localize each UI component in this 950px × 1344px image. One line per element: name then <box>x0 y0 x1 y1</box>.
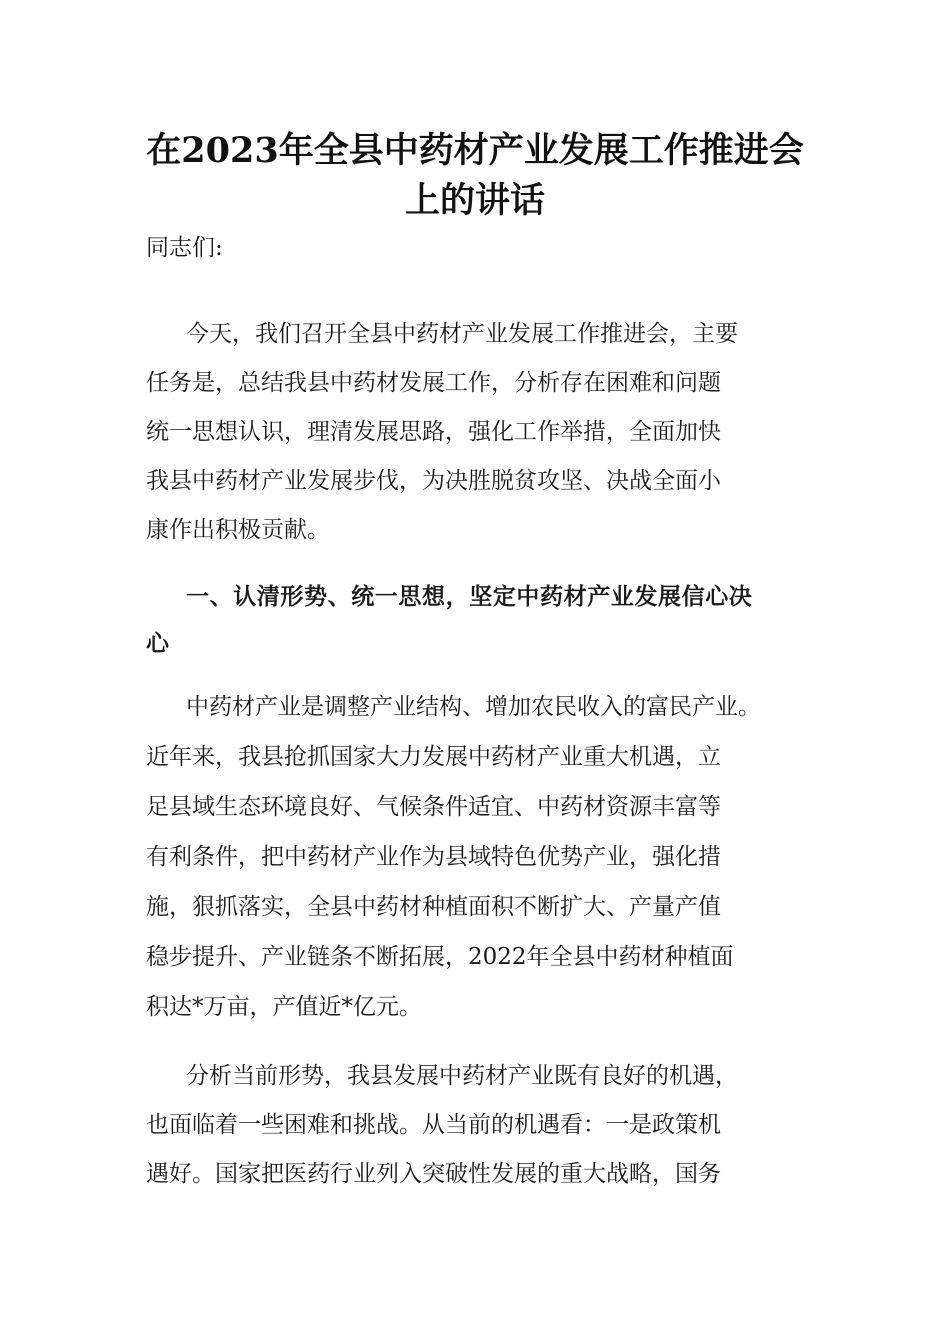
paragraph-1-line-4: 我县中药材产业发展步伐，为决胜脱贫攻坚、决战全面小 <box>146 468 721 494</box>
paragraph-2-line-6: 稳步提升、产业链条不断拓展，2022年全县中药材种植面 <box>146 944 734 970</box>
paragraph-1-line-3: 统一思想认识，理清发展思路，强化工作举措，全面加快 <box>146 419 721 445</box>
paragraph-3-line-2: 也面临着一些困难和挑战。从当前的机遇看：一是政策机 <box>146 1112 721 1138</box>
paragraph-2-line-1: 中药材产业是调整产业结构、增加农民收入的富民产业。 <box>186 694 761 720</box>
document-title-line-1: 在2023年全县中药材产业发展工作推进会 <box>146 130 804 171</box>
section-heading-1-line-2: 心 <box>146 630 170 657</box>
paragraph-2-line-4: 有利条件，把中药材产业作为县域特色优势产业，强化措 <box>146 844 721 870</box>
paragraph-2-line-2: 近年来，我县抢抓国家大力发展中药材产业重大机遇，立 <box>146 744 721 770</box>
section-heading-1-line-1: 一、认清形势、统一思想，坚定中药材产业发展信心决 <box>186 583 753 610</box>
paragraph-2-line-7: 积达*万亩，产值近*亿元。 <box>146 994 422 1020</box>
paragraph-2-line-3: 足县域生态环境良好、气候条件适宜、中药材资源丰富等 <box>146 794 721 820</box>
paragraph-3-line-1: 分析当前形势，我县发展中药材产业既有良好的机遇， <box>186 1063 738 1089</box>
document-title-line-2: 上的讲话 <box>404 180 545 221</box>
paragraph-1-line-1: 今天，我们召开全县中药材产业发展工作推进会，主要 <box>186 321 738 347</box>
paragraph-1-line-5: 康作出积极贡献。 <box>146 517 330 543</box>
paragraph-3-line-3: 遇好。国家把医药行业列入突破性发展的重大战略，国务 <box>146 1161 721 1187</box>
paragraph-1-line-2: 任务是，总结我县中药材发展工作，分析存在困难和问题 <box>146 370 721 396</box>
salutation: 同志们: <box>146 235 223 261</box>
paragraph-2-line-5: 施，狠抓落实，全县中药材种植面积不断扩大、产量产值 <box>146 894 721 920</box>
